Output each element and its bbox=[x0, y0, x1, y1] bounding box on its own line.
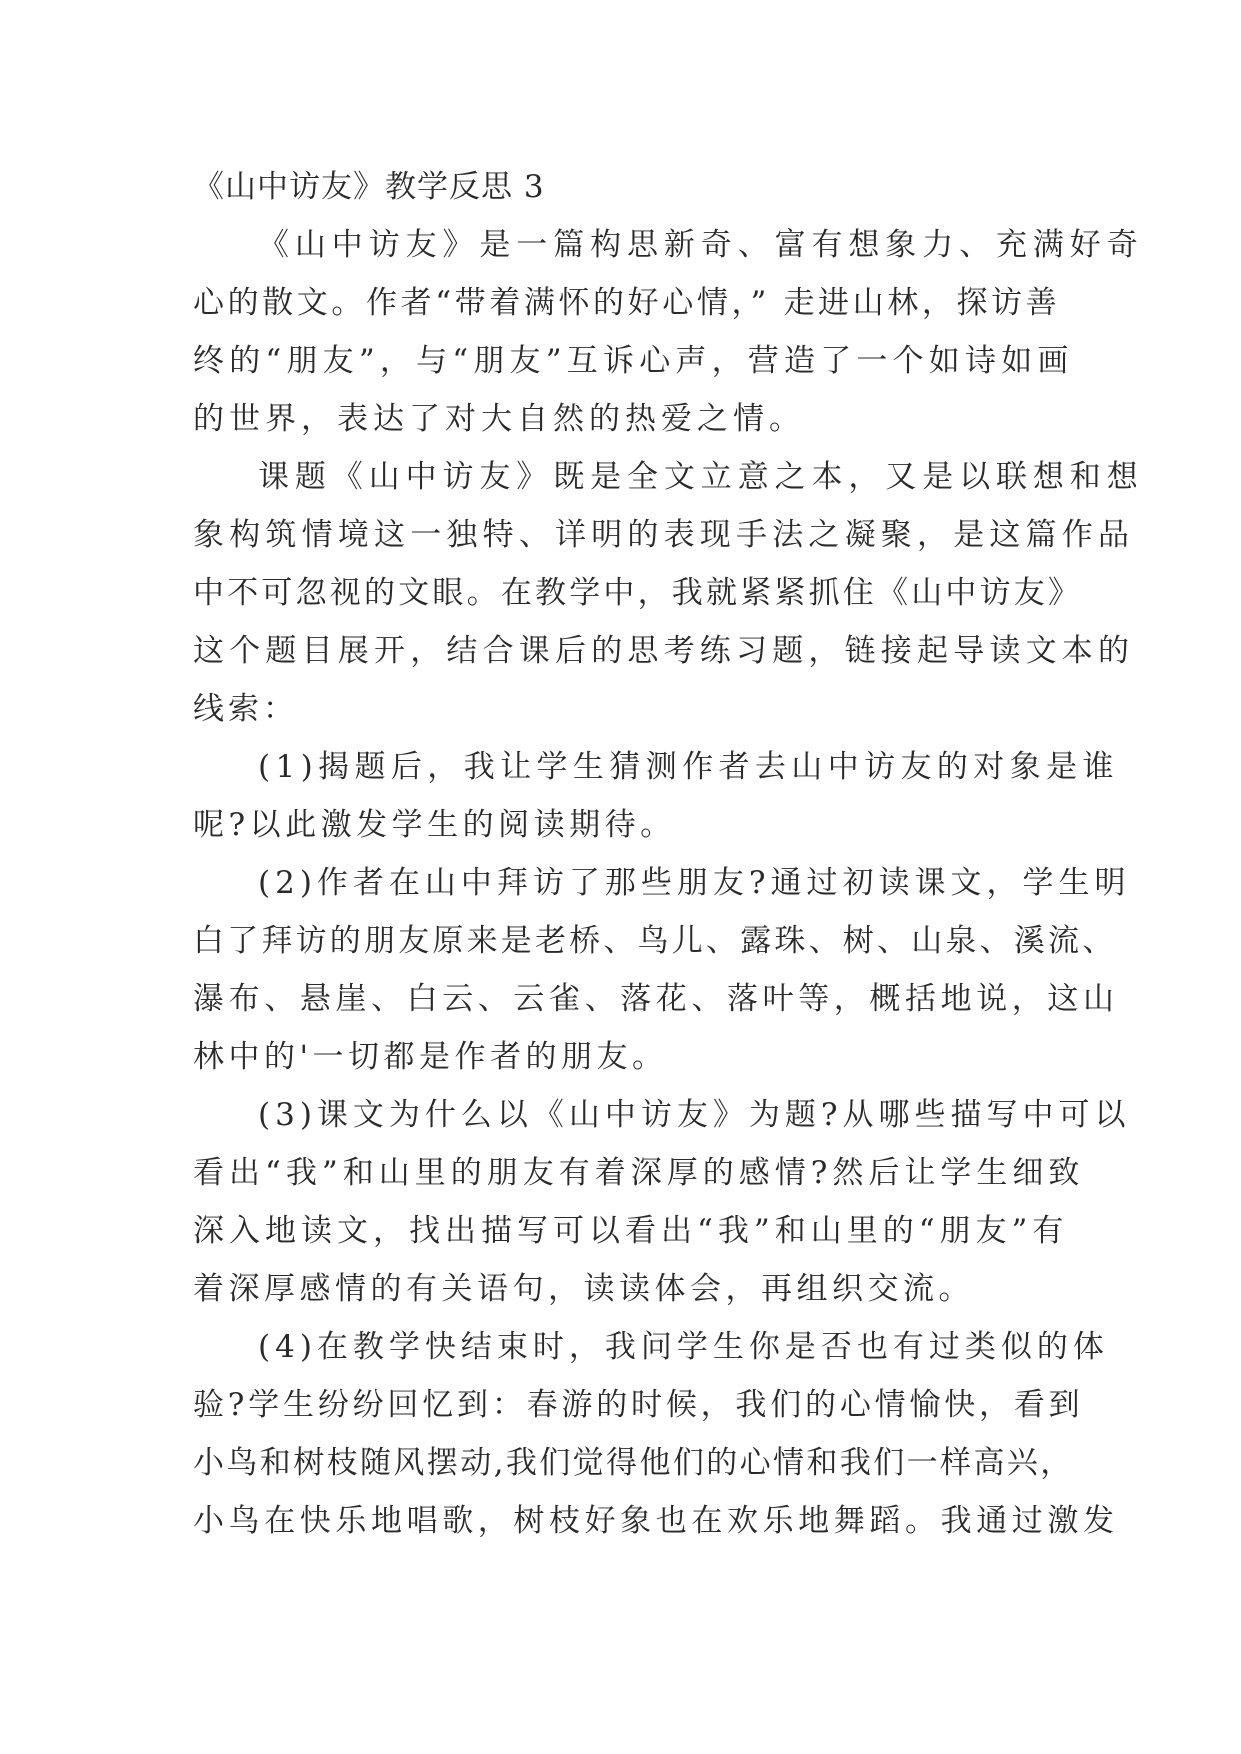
paragraph-line: (1)揭题后，我让学生猜测作者去山中访友的对象是谁 bbox=[258, 749, 1119, 785]
paragraph-line: 林中的'一切都是作者的朋友。 bbox=[193, 1039, 668, 1075]
paragraph-line: 课题《山中访友》既是全文立意之本，又是以联想和想 bbox=[258, 459, 1144, 495]
paragraph-line: (3)课文为什么以《山中访友》为题?从哪些描写中可以 bbox=[258, 1097, 1131, 1133]
paragraph-line: 验?学生纷纷回忆到：春游的时候，我们的心情愉快，看到 bbox=[193, 1387, 1084, 1423]
paragraph-line: 的世界，表达了对大自然的热爱之情。 bbox=[193, 401, 805, 437]
paragraph-line: 着深厚感情的有关语句，读读体会，再组织交流。 bbox=[193, 1271, 974, 1307]
paragraph-line: 线索： bbox=[193, 691, 298, 727]
paragraph-line: (2)作者在山中拜访了那些朋友?通过初读课文，学生明 bbox=[258, 865, 1131, 901]
paragraph-line: 小鸟和树枝随风摆动,我们觉得他们的心情和我们一样高兴， bbox=[193, 1445, 1074, 1481]
paragraph-line: 象构筑情境这一独特、详明的表现手法之凝聚，是这篇作品 bbox=[193, 517, 1135, 553]
paragraph-line: (4)在教学快结束时，我问学生你是否也有过类似的体 bbox=[258, 1329, 1109, 1365]
document-title: 《山中访友》教学反思 3 bbox=[193, 169, 545, 205]
paragraph-line: 中不可忽视的文眼。在教学中，我就紧紧抓住《山中访友》 bbox=[193, 575, 1083, 611]
paragraph-line: 心的散文。作者“带着满怀的好心情，” 走进山林，探访善 bbox=[193, 285, 1061, 321]
paragraph-line: 看出“我”和山里的朋友有着深厚的感情?然后让学生细致 bbox=[193, 1155, 1085, 1191]
paragraph-line: 呢?以此激发学生的阅读期待。 bbox=[193, 807, 676, 843]
paragraph-line: 《山中访友》是一篇构思新奇、富有想象力、充满好奇 bbox=[258, 227, 1144, 263]
paragraph-line: 瀑布、悬崖、白云、云雀、落花、落叶等，概括地说，这山 bbox=[193, 981, 1119, 1017]
paragraph-line: 深入地读文，找出描写可以看出“我”和山里的“朋友”有 bbox=[193, 1213, 1069, 1249]
paragraph-line: 这个题目展开，结合课后的思考练习题，链接起导读文本的 bbox=[193, 633, 1135, 669]
paragraph-line: 终的“朋友”，与“朋友”互诉心声，营造了一个如诗如画 bbox=[193, 343, 1074, 379]
paragraph-line: 白了拜访的朋友原来是老桥、鸟儿、露珠、树、山泉、溪流、 bbox=[193, 923, 1117, 959]
paragraph-line: 小鸟在快乐地唱歌，树枝好象也在欢乐地舞蹈。我通过激发 bbox=[193, 1503, 1119, 1539]
